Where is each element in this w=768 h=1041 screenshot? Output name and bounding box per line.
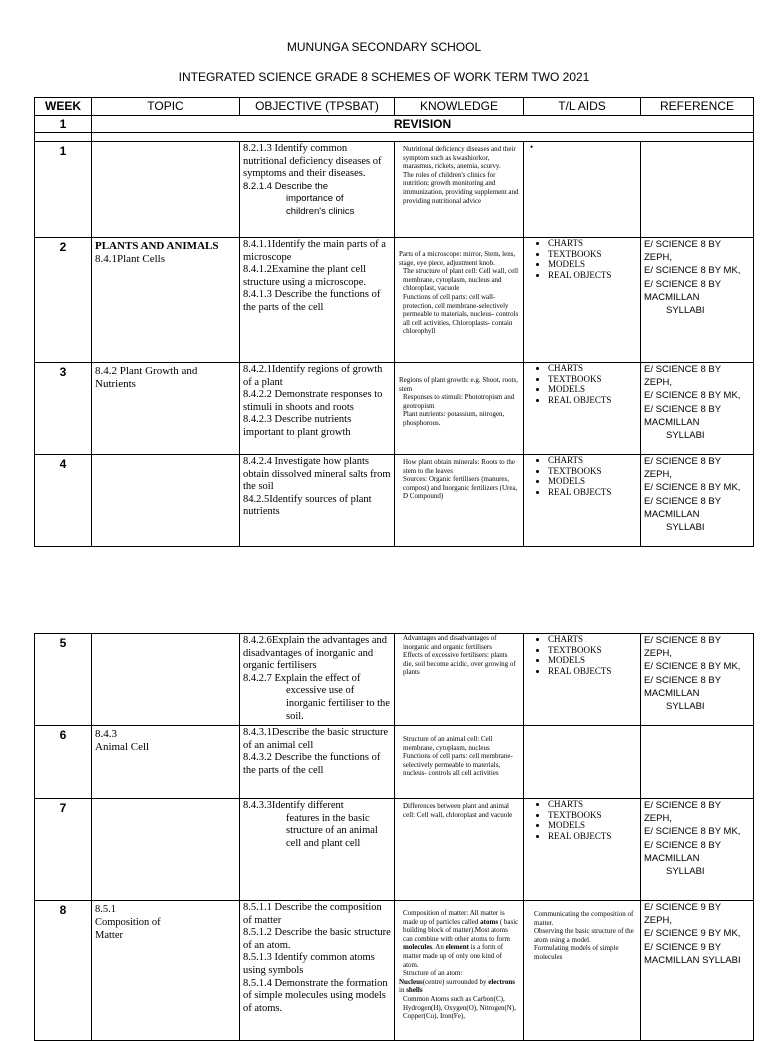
aids-cell — [524, 238, 641, 363]
week-number: 7 — [35, 799, 92, 901]
objective-cell — [240, 238, 395, 363]
objective-line: 8.4.2.3 Describe nutrients important to plant growth — [243, 414, 352, 438]
aids-list — [526, 799, 638, 841]
aids-line: Observing the basic structure of the atom using a model. — [534, 927, 634, 944]
aids-cell — [524, 901, 641, 1041]
aids-item: • CHARTS — [548, 634, 638, 645]
knowledge-cell — [395, 142, 524, 238]
topic-cell — [92, 799, 240, 901]
topic-cell — [92, 726, 240, 799]
objective-cell — [240, 363, 395, 455]
objective-line: 84.2.5Identify sources of plant nutrients — [243, 493, 372, 518]
revision-week: 1 — [35, 116, 92, 133]
aids-item: • MODELS — [548, 655, 638, 666]
objective-line: excessive use of inorganic fertiliser to the soil. — [286, 685, 390, 722]
objective-cell — [240, 142, 395, 238]
knowledge-line: Regions of plant growth: e.g. Shoot, roots, stem — [399, 376, 518, 393]
knowledge-line: How plant obtain minerals: Roots to the stem to the leaves — [403, 458, 515, 475]
col-reference: REFERENCE — [641, 98, 754, 116]
knowledge-text: Composition of matter: All matter is made up of particles called — [403, 909, 505, 926]
aids-item: • CHARTS — [548, 363, 638, 374]
aids-item: • REAL OBJECTS — [548, 487, 638, 498]
topic-cell — [92, 238, 240, 363]
reference-line: SYLLABI — [666, 430, 705, 442]
table-row — [35, 726, 754, 799]
week-number: 3 — [35, 363, 92, 455]
reference-line: E/ SCIENCE 9 BY MK, E/ SCIENCE 9 BY MACMILLAN SYLLABI — [644, 928, 741, 966]
bullet-icon: • — [530, 142, 534, 152]
knowledge-term: molecules — [403, 943, 433, 952]
knowledge-text: (centre) surrounded by — [422, 977, 487, 986]
table-row — [35, 455, 754, 547]
week-number: 1 — [35, 142, 92, 238]
topic-text: 8.4.2 Plant Growth and Nutrients — [95, 365, 198, 390]
aids-list — [526, 363, 638, 405]
reference-line: SYLLABI — [666, 866, 705, 878]
objective-line: 8.5.1.2 Describe the basic structure of an atom. — [243, 927, 391, 951]
aids-item: • MODELS — [548, 259, 638, 270]
knowledge-line: Parts of a microscope: mirror, Stem, lens, stage, eye piece, adjustment knob. — [399, 250, 516, 267]
objective-line: 8.2.1.4 Describe the — [243, 180, 329, 192]
objective-line: importance of — [286, 193, 344, 205]
topic-text: Animal Cell — [95, 741, 150, 753]
col-knowledge: KNOWLEDGE — [395, 98, 524, 116]
knowledge-cell — [395, 726, 524, 799]
reference-cell — [641, 142, 754, 238]
knowledge-line: Plant nutrients: potassium, nitrogen, phosphorous. — [403, 410, 505, 427]
topic-cell — [92, 455, 240, 547]
objective-cell — [240, 799, 395, 901]
scheme-table-page-2 — [34, 633, 754, 1041]
knowledge-text: is a form of matter made up of only one kind of atom. — [403, 943, 504, 969]
objective-line: 8.4.2.2 Demonstrate responses to stimuli in shoots and roots — [243, 389, 383, 413]
topic-heading: PLANTS AND ANIMALS — [95, 240, 219, 252]
knowledge-line: Sources: Organic fertilisers (manures, compost) and Inorganic fertilizers (Urea, D Compound) — [403, 475, 518, 501]
objective-line: 8.4.1.2Examine the plant cell structure using a microscope. — [243, 264, 367, 288]
knowledge-term: electrons — [488, 977, 515, 986]
knowledge-line: Effects of excessive fertilisers: plants die, soil become acidic, over growing of plants — [403, 651, 516, 677]
spacer-row — [35, 133, 754, 142]
aids-item: • TEXTBOOKS — [548, 810, 638, 821]
table-row — [35, 363, 754, 455]
aids-cell — [524, 455, 641, 547]
aids-line: Communicating the composition of matter. — [534, 910, 634, 927]
reference-line: E/ SCIENCE 8 BY MK, E/ SCIENCE 8 BY MACMILLAN — [644, 265, 741, 303]
revision-row — [35, 116, 754, 133]
topic-cell — [92, 142, 240, 238]
knowledge-line: The roles of children's clinics for nutrition; growth monitoring and immunization, providing supplement and providing nutritional advice — [403, 170, 519, 205]
aids-item: • TEXTBOOKS — [548, 249, 638, 260]
aids-item: • CHARTS — [548, 799, 638, 810]
reference-cell — [641, 799, 754, 901]
knowledge-cell — [395, 634, 524, 726]
week-number: 2 — [35, 238, 92, 363]
reference-line: E/ SCIENCE 9 BY ZEPH, — [644, 902, 721, 927]
knowledge-paragraph — [399, 978, 519, 995]
objective-line: 8.4.3.1Describe the basic structure of an animal cell — [243, 727, 389, 751]
reference-line: SYLLABI — [666, 522, 705, 534]
reference-cell — [641, 238, 754, 363]
knowledge-cell — [395, 363, 524, 455]
table-row — [35, 634, 754, 726]
objective-cell — [240, 901, 395, 1041]
reference-line: E/ SCIENCE 8 BY MK, E/ SCIENCE 8 BY MACMILLAN — [644, 482, 741, 520]
knowledge-term: Nucleus — [399, 977, 423, 986]
aids-text — [526, 901, 638, 965]
aids-list — [526, 455, 638, 497]
objective-line: 8.4.1.3 Describe the functions of the parts of the cell — [243, 289, 381, 313]
knowledge-term: atoms — [480, 917, 499, 926]
reference-line: E/ SCIENCE 8 BY ZEPH, — [644, 635, 721, 660]
knowledge-cell — [395, 901, 524, 1041]
reference-cell — [641, 634, 754, 726]
objective-line: 8.4.3.3Identify different — [243, 800, 344, 811]
objective-line: 8.4.1.1Identify the main parts of a microscope — [243, 239, 386, 263]
table-row — [35, 901, 754, 1041]
aids-item: • TEXTBOOKS — [548, 374, 638, 385]
week-number: 8 — [35, 901, 92, 1041]
objective-line: 8.5.1.1 Describe the composition of matter — [243, 902, 382, 926]
knowledge-text: ( basic building block of matter).Most atoms can combine with other atoms to form — [403, 917, 519, 943]
objective-line: children's clinics — [286, 205, 355, 217]
table-row — [35, 238, 754, 363]
aids-cell — [524, 799, 641, 901]
week-number: 6 — [35, 726, 92, 799]
reference-line: E/ SCIENCE 8 BY MK, E/ SCIENCE 8 BY MACMILLAN — [644, 390, 741, 428]
objective-cell — [240, 455, 395, 547]
aids-item: • CHARTS — [548, 455, 638, 466]
objective-line: 8.4.2.1Identify regions of growth of a plant — [243, 364, 383, 388]
objective-line: 8.4.2.6Explain the advantages and disadvantages of inorganic and organic fertilisers — [243, 635, 388, 672]
col-topic: TOPIC — [92, 98, 240, 116]
aids-cell — [524, 363, 641, 455]
reference-line: SYLLABI — [666, 701, 705, 713]
reference-line: E/ SCIENCE 8 BY ZEPH, — [644, 456, 721, 481]
aids-item: • REAL OBJECTS — [548, 395, 638, 406]
knowledge-line: The structure of plant cell: Cell wall, cell membrane, cytoplasm, nucleus and chloroplast, vacuole — [403, 267, 519, 293]
reference-cell — [641, 455, 754, 547]
knowledge-cell — [395, 238, 524, 363]
objective-cell — [240, 726, 395, 799]
aids-item: • TEXTBOOKS — [548, 645, 638, 656]
col-week: WEEK — [35, 98, 92, 116]
topic-text: 8.4.1Plant Cells — [95, 253, 165, 265]
aids-list — [526, 634, 638, 676]
reference-line: E/ SCIENCE 8 BY MK, E/ SCIENCE 8 BY MACMILLAN — [644, 826, 741, 864]
knowledge-line: Advantages and disadvantages of inorganic and organic fertilisers — [403, 634, 497, 651]
col-aids: T/L AIDS — [524, 98, 641, 116]
knowledge-text: . An — [432, 943, 444, 952]
knowledge-paragraph — [399, 909, 519, 969]
week-number: 4 — [35, 455, 92, 547]
aids-item: • REAL OBJECTS — [548, 270, 638, 281]
reference-cell — [641, 363, 754, 455]
topic-text: 8.4.3 — [95, 728, 117, 740]
knowledge-line: Functions of cell parts: cell membrane-selectively permeable to materials, nucleus- controls all cell activities — [403, 752, 513, 778]
objective-line: 8.4.2.7 Explain the effect of — [243, 672, 361, 684]
aids-cell — [524, 634, 641, 726]
table-row — [35, 799, 754, 901]
knowledge-cell — [395, 799, 524, 901]
topic-cell — [92, 901, 240, 1041]
aids-item: • REAL OBJECTS — [548, 831, 638, 842]
table-row — [35, 142, 754, 238]
reference-line: E/ SCIENCE 8 BY ZEPH, — [644, 800, 721, 825]
document-title: INTEGRATED SCIENCE GRADE 8 SCHEMES OF WORK TERM TWO 2021 — [178, 70, 590, 84]
topic-cell — [92, 634, 240, 726]
knowledge-line: Structure of an atom: — [403, 969, 463, 978]
knowledge-term: element — [445, 943, 469, 952]
knowledge-line: Structure of an animal cell: Cell membrane, cytoplasm, nucleus — [403, 735, 493, 752]
reference-cell — [641, 726, 754, 799]
aids-cell — [524, 726, 641, 799]
aids-item: • MODELS — [548, 476, 638, 487]
scheme-table-page-1 — [34, 97, 754, 547]
objective-line: 8.4.3.2 Describe the functions of the parts of the cell — [243, 752, 381, 776]
header-row — [35, 98, 754, 116]
aids-line: Formulating models of simple molecules — [534, 944, 619, 961]
objective-line: 8.5.1.4 Demonstrate the formation of simple molecules using models of atoms. — [243, 977, 388, 1014]
reference-line: SYLLABI — [666, 305, 705, 317]
knowledge-text: in — [399, 986, 405, 995]
objective-line: 8.5.1.3 Identify common atoms using symbols — [243, 952, 375, 976]
objective-line: 8.4.2.4 Investigate how plants obtain dissolved mineral salts from the soil — [243, 456, 391, 493]
aids-cell — [524, 142, 641, 238]
knowledge-line: Responses to stimuli: Phototropism and geotropism — [403, 393, 515, 410]
reference-cell — [641, 901, 754, 1041]
reference-line: E/ SCIENCE 8 BY MK, E/ SCIENCE 8 BY MACMILLAN — [644, 661, 741, 699]
knowledge-line: Nutritional deficiency diseases and their symptom such as kwashiorkor, marasmus, rickets, anemia, scurvy. — [403, 145, 516, 171]
week-number: 5 — [35, 634, 92, 726]
aids-item: • MODELS — [548, 820, 638, 831]
aids-item: • MODELS — [548, 384, 638, 395]
knowledge-cell — [395, 455, 524, 547]
topic-text: Composition of Matter — [95, 917, 161, 941]
knowledge-line: Functions of cell parts: cell wall- protection, cell membrane-selectively permeable to materials, nucleus- controls all cell activities, Chloroplasts- contain chlorophyll — [403, 292, 519, 336]
reference-line: E/ SCIENCE 8 BY ZEPH, — [644, 239, 721, 264]
revision-label: REVISION — [92, 116, 754, 133]
aids-item: • REAL OBJECTS — [548, 666, 638, 677]
aids-list — [526, 238, 638, 280]
objective-line: 8.2.1.3 Identify common nutritional deficiency diseases of symptoms and their diseases. — [243, 143, 382, 180]
col-objective: OBJECTIVE (TPSBAT) — [240, 98, 395, 116]
knowledge-term: shells — [406, 986, 423, 995]
aids-item: • CHARTS — [548, 238, 638, 249]
aids-item: • TEXTBOOKS — [548, 466, 638, 477]
topic-text: 8.5.1 — [95, 904, 116, 915]
objective-line: features in the basic structure of an animal cell and plant cell — [286, 812, 378, 849]
reference-line: E/ SCIENCE 8 BY ZEPH, — [644, 364, 721, 389]
knowledge-line: Differences between plant and animal cell: Cell wall, chloroplast and vacuole — [403, 802, 513, 819]
school-name: MUNUNGA SECONDARY SCHOOL — [286, 40, 482, 54]
topic-cell — [92, 363, 240, 455]
objective-cell — [240, 634, 395, 726]
knowledge-line: Common Atoms such as Carbon(C), Hydrogen(H), Oxygen(O), Nitrogen(N), Copper(Cu), Iron(Fe), — [403, 994, 516, 1021]
